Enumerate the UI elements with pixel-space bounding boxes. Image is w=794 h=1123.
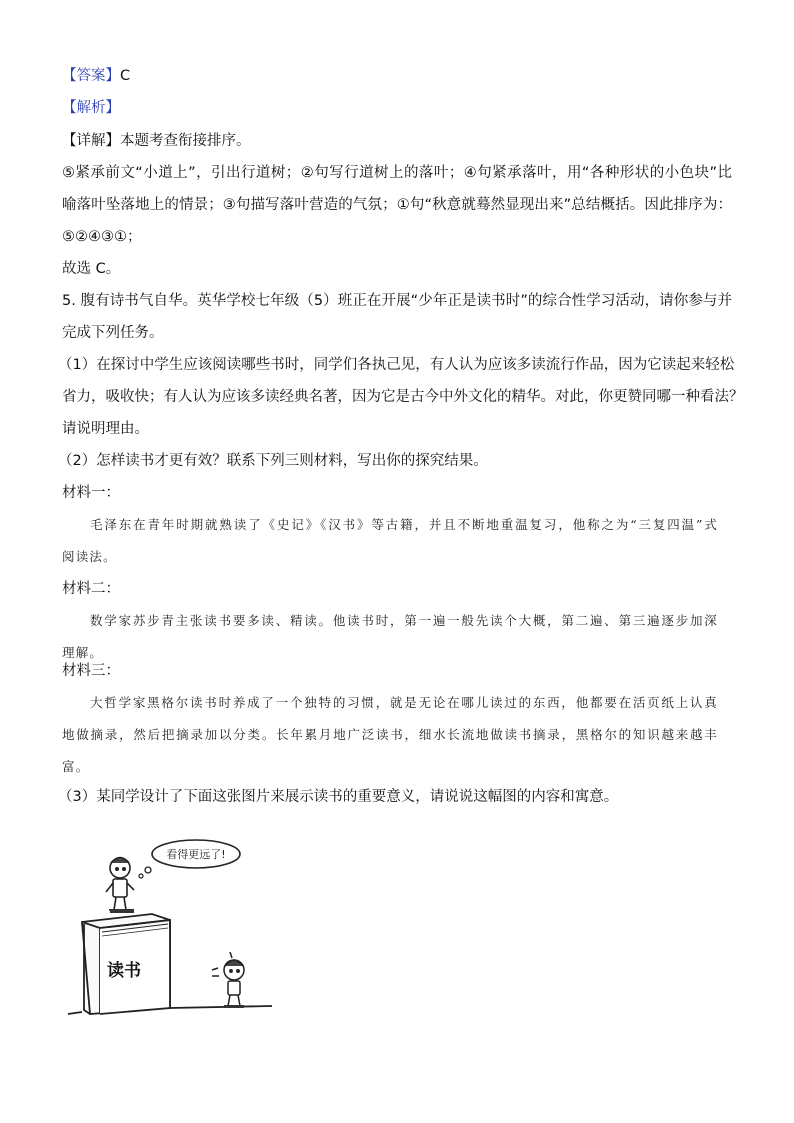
- small-boy: [212, 952, 244, 1008]
- material1-label: 材料一：: [62, 485, 120, 501]
- explanation-line-1: ⑤紧承前文“小道上”，引出行道树；②句写行道树上的落叶；④句紧承落叶，用“各种形状的小色块”比: [62, 165, 732, 181]
- task1-line-3: 请说明理由。: [62, 421, 149, 437]
- explanation-line-3: ⑤②④③①；: [62, 229, 142, 245]
- answer-value: C: [120, 68, 131, 84]
- reading-cartoon: [62, 830, 282, 1020]
- speech-bubble: [139, 840, 240, 878]
- material2-line-1: 数学家苏步青主张读书要多读、精读。他读书时，第一遍一般先读个大概，第二遍、第三遍逐步加深: [90, 613, 718, 628]
- detail-label: 【详解】: [62, 133, 120, 149]
- detail-text: 本题考查衔接排序。: [120, 133, 251, 149]
- explanation-line-4: 故选 C。: [62, 261, 121, 277]
- material3-line-2: 地做摘录，然后把摘录加以分类。长年累月地广泛读书，细水长流地做读书摘录，黑格尔的知识越来越丰: [62, 727, 718, 742]
- material1-line-2: 阅读法。: [62, 549, 117, 564]
- detail-line: [62, 131, 251, 151]
- question5-line-1: 5. 腹有诗书气自华。英华学校七年级（5）班正在开展“少年正是读书时”的综合性学习活动，请你参与并: [62, 293, 732, 309]
- book-label: 读书: [107, 961, 141, 981]
- boy-on-book: [106, 858, 134, 914]
- material3-line-3: 富。: [62, 759, 90, 774]
- material3-line-1: 大哲学家黑格尔读书时养成了一个独特的习惯，就是无论在哪儿读过的东西，他都要在活页纸上认真: [90, 695, 718, 710]
- task1-line-1: （1）在探讨中学生应该阅读哪些书时，同学们各执己见，有人认为应该多读流行作品，因为它读起来轻松: [58, 357, 735, 373]
- material2-line-2: 理解。: [62, 645, 104, 660]
- question5-line-2: 完成下列任务。: [62, 325, 164, 341]
- task3-line: （3）某同学设计了下面这张图片来展示读书的重要意义，请说说这幅图的内容和寓意。: [58, 789, 619, 805]
- task2-line: （2）怎样读书才更有效？联系下列三则材料，写出你的探究结果。: [58, 453, 488, 469]
- material2-label: 材料二：: [62, 581, 120, 597]
- material1-line-1: 毛泽东在青年时期就熟读了《史记》《汉书》等古籍，并且不断地重温复习，他称之为“三复四温”式: [90, 517, 718, 532]
- speech-bubble-text: 看得更远了!: [166, 848, 226, 861]
- explanation-line-2: 喻落叶坠落地上的情景；③句描写落叶营造的气氛；①句“秋意就蓦然显现出来”总结概括。因此排序为：: [62, 197, 732, 213]
- answer-line: [62, 66, 130, 86]
- analysis-label: 【解析】: [62, 100, 120, 116]
- task1-line-2: 省力，吸收快；有人认为应该多读经典名著，因为它是古今中外文化的精华。对此，你更赞同哪一种看法？: [62, 389, 744, 405]
- material3-label: 材料三：: [62, 663, 120, 679]
- answer-label: 【答案】: [62, 68, 120, 84]
- analysis-line: [62, 98, 120, 118]
